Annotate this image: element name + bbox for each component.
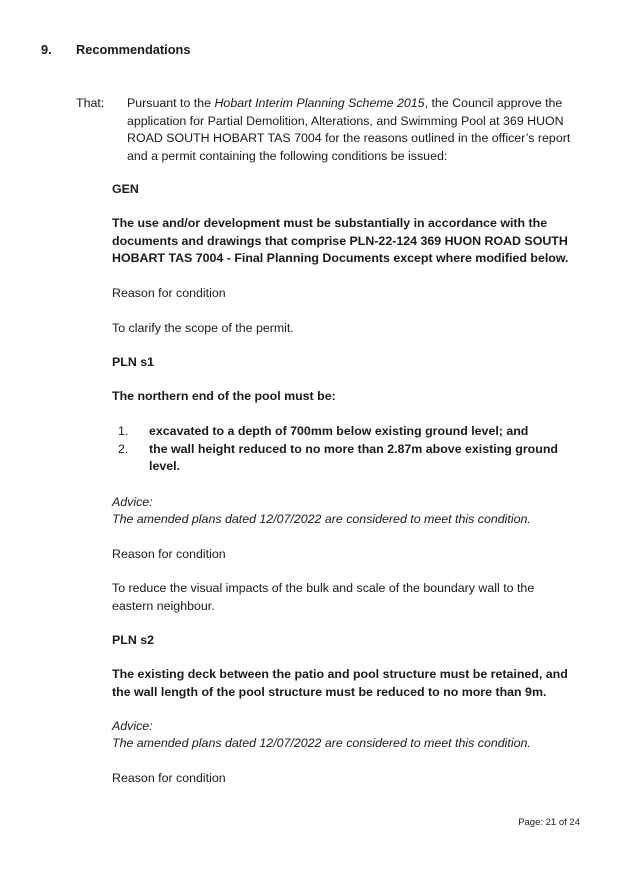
s1-code: PLN s1: [112, 355, 155, 369]
s1-reason-heading: Reason for condition: [112, 547, 226, 561]
list-item-number: 2.: [118, 441, 129, 456]
s2-code: PLN s2: [112, 633, 155, 647]
list-item-text: excavated to a depth of 700mm below existing ground level; and: [149, 424, 529, 438]
intro-text-before: Pursuant to the: [127, 96, 215, 110]
planning-scheme-name: Hobart Interim Planning Scheme 2015: [214, 96, 425, 110]
list-item-text: the wall height reduced to no more than 2.87m above existing ground level.: [149, 441, 558, 473]
list-item: [112, 441, 572, 476]
section-number: 9.: [41, 42, 52, 57]
gen-code: GEN: [112, 182, 139, 196]
s1-advice-text: The amended plans dated 12/07/2022 are considered to meet this condition.: [112, 512, 531, 526]
s1-reason: To reduce the visual impacts of the bulk and scale of the boundary wall to the eastern neighbour.: [112, 581, 535, 613]
s1-advice-label: Advice:: [112, 495, 153, 509]
gen-reason: To clarify the scope of the permit.: [112, 321, 294, 335]
list-item-number: 1.: [118, 424, 129, 438]
list-item: [112, 423, 572, 441]
s2-advice-label: Advice:: [112, 719, 153, 733]
intro-text-after: , the Council approve the application for Partial Demolition, Alterations, and Swimming Pool at 369 HUON ROAD SOUTH HOBART TAS 7004 for the reasons outlined in the officer’s report and a permit containing the following conditions be issued:: [127, 96, 571, 163]
s2-advice-text: The amended plans dated 12/07/2022 are considered to meet this condition.: [112, 736, 531, 750]
page-number: Page: 21 of 24: [518, 817, 580, 828]
intro-paragraph: [127, 95, 577, 165]
gen-reason-heading: Reason for condition: [112, 286, 226, 300]
section-title: Recommendations: [76, 42, 191, 57]
s2-condition: The existing deck between the patio and pool structure must be retained, and the wall length of the pool structure must be reduced to no more than 9m.: [112, 667, 568, 699]
s2-reason-heading: Reason for condition: [112, 771, 226, 785]
s1-condition: The northern end of the pool must be:: [112, 389, 336, 403]
gen-condition: The use and/or development must be substantially in accordance with the documents and drawings that comprise PLN-22-124 369 HUON ROAD SOUTH HOBART TAS 7004 - Final Planning Documents except where modified below.: [112, 216, 569, 265]
that-label: That:: [76, 96, 105, 110]
s1-condition-list: [112, 423, 572, 476]
